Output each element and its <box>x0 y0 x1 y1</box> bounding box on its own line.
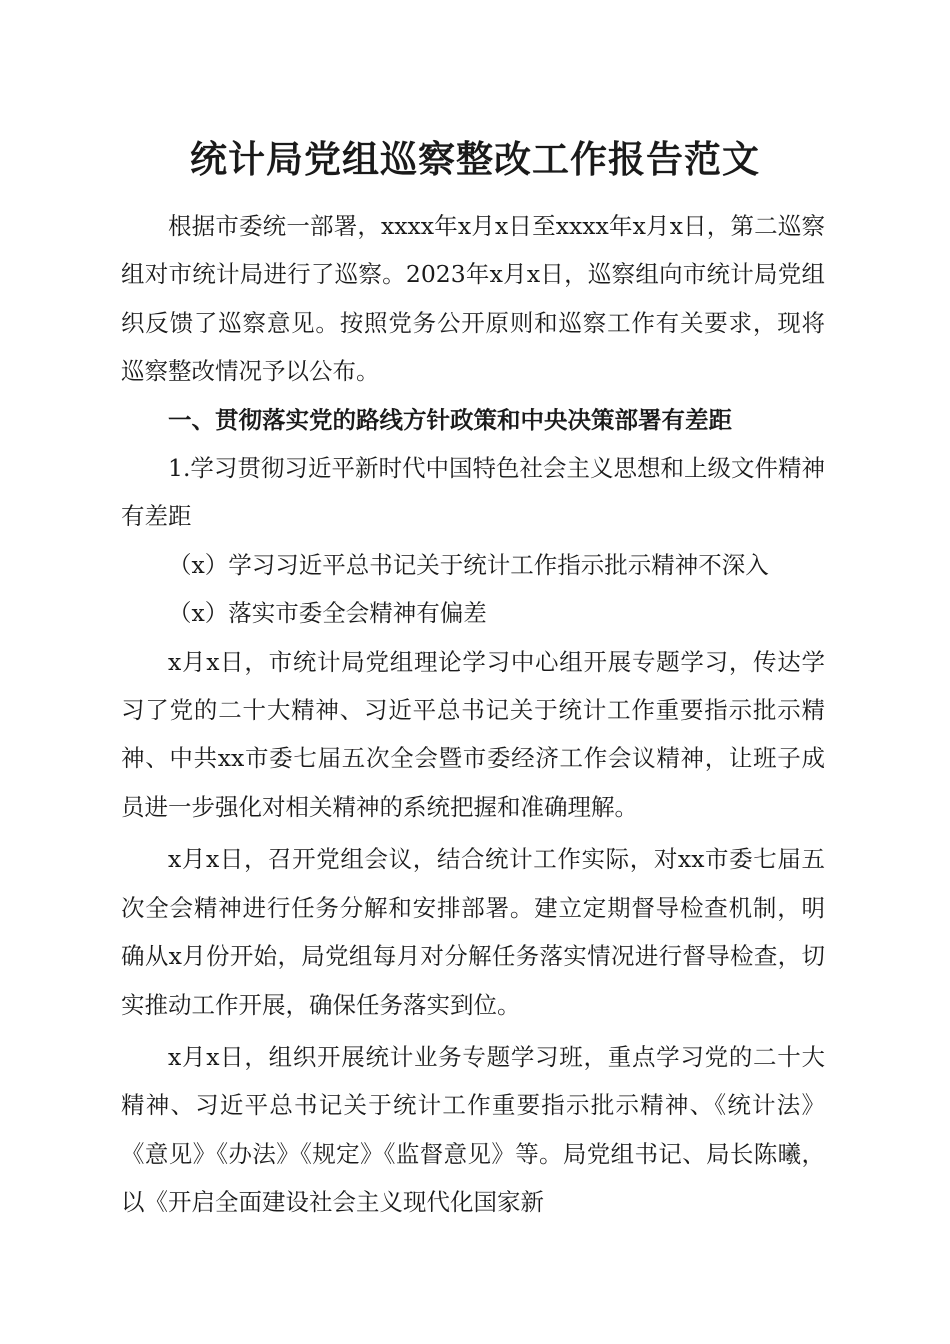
list-item-1: （x）学习习近平总书记关于统计工作指示批示精神不深入 <box>168 550 769 579</box>
body-paragraph-2: x月x日，召开党组会议，结合统计工作实际，对xx市委七届五次全会精神进行任务分解和安排部署。建立定期督导检查机制，明确从x月份开始，局党组每月对分解任务落实情况进行督导检查，切实推动工作开展，确保任务落实到位。 <box>121 845 825 1019</box>
body-paragraph-3: x月x日，组织开展统计业务专题学习班，重点学习党的二十大精神、习近平总书记关于统计工作重要指示批示精神、《统计法》《意见》《办法》《规定》《监督意见》等。局党组书记、局长陈曦，以《开启全面建设社会主义现代化国家新 <box>121 1042 825 1217</box>
list-item-2: （x）落实市委全会精神有偏差 <box>168 599 487 628</box>
intro-paragraph: 根据市委统一部署，xxxx年x月x日至xxxx年x月x日，第二巡察组对市统计局进行了巡察。2023年x月x日，巡察组向市统计局党组织反馈了巡察意见。按照党务公开原则和巡察工作有关要求，现将巡察整改情况予以公布。 <box>121 212 825 386</box>
document-body <box>121 202 825 1227</box>
body-paragraph-1: x月x日，市统计局党组理论学习中心组开展专题学习，传达学习了党的二十大精神、习近平总书记关于统计工作重要指示批示精神、中共xx市委七届五次全会暨市委经济工作会议精神，让班子成员进一步强化对相关精神的系统把握和准确理解。 <box>121 647 825 821</box>
section-heading-1: 一、贯彻落实党的路线方针政策和中央决策部署有差距 <box>168 405 732 434</box>
subsection-heading-1: 1.学习贯彻习近平新时代中国特色社会主义思想和上级文件精神有差距 <box>121 454 825 531</box>
document-title: 统计局党组巡察整改工作报告范文 <box>190 137 760 181</box>
